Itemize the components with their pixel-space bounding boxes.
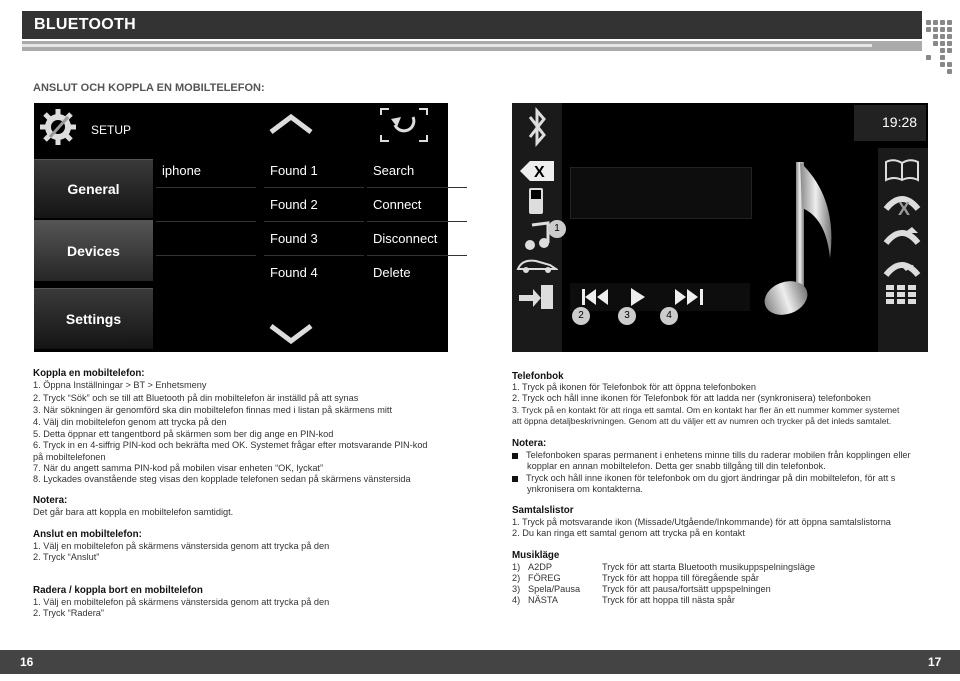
page-number-left: 16 xyxy=(20,655,34,669)
pair-step: 1. Öppna Inställningar > BT > Enhetsmeny xyxy=(33,380,207,390)
section-title: ANSLUT OCH KOPPLA EN MOBILTELEFON: xyxy=(33,82,265,94)
music-row-desc: Tryck för att starta Bluetooth musikuppspelningsläge xyxy=(602,562,816,572)
missed-call-icon[interactable] xyxy=(882,189,922,217)
device-list xyxy=(156,153,256,289)
connect-heading: Anslut en mobiltelefon: xyxy=(33,529,142,540)
header-title: BLUETOOTH xyxy=(34,16,136,33)
connect-button[interactable]: Connect xyxy=(367,187,467,221)
music-note-large-icon xyxy=(760,158,840,328)
search-button[interactable]: Search xyxy=(373,162,415,178)
callout-1: 1 xyxy=(548,220,566,238)
menu-settings[interactable] xyxy=(34,288,153,349)
phonebook-step: 3. Tryck på en kontakt för att ringa ett samtal. Om en kontakt har fler än ett nummer kommer systemet xyxy=(512,405,900,415)
note-text: Det går bara att koppla en mobiltelefon samtidigt. xyxy=(33,507,234,517)
found-item[interactable]: Found 3 xyxy=(264,221,364,255)
music-heading: Musikläge xyxy=(512,550,560,561)
found-item[interactable]: Found 4 xyxy=(264,255,364,289)
connect-step: 1. Välj en mobiltelefon på skärmens vänstersida genom att trycka på den xyxy=(33,541,330,551)
device-item[interactable] xyxy=(156,255,256,289)
phonebook-heading: Telefonbok xyxy=(512,371,564,382)
callout-2: 2 xyxy=(572,307,590,325)
found-item[interactable]: Found 2 xyxy=(264,187,364,221)
pair-heading: Koppla en mobiltelefon: xyxy=(33,368,145,379)
note-heading: Notera: xyxy=(33,495,68,506)
pair-step: på mobiltelefonen xyxy=(33,452,106,462)
page-number-right: 17 xyxy=(928,655,942,669)
svg-text:X: X xyxy=(534,164,545,181)
scroll-up-icon[interactable] xyxy=(268,113,314,135)
page-footer xyxy=(0,650,960,674)
music-row-num: 4) xyxy=(512,595,521,605)
bullet-icon xyxy=(512,453,518,459)
note-item: Tryck och håll inne ikonen för telefonbok om du gjort ändringar på din mobiltelefon, för att s xyxy=(512,473,895,484)
device-item[interactable] xyxy=(156,221,256,255)
menu-general[interactable] xyxy=(34,159,153,218)
outgoing-call-icon[interactable] xyxy=(882,221,922,249)
calllists-heading: Samtalslistor xyxy=(512,505,574,516)
delete-button[interactable]: Delete xyxy=(367,255,467,289)
note-item: kopplar en annan mobiltelefon. Detta ger snabb tillgång till din telefonbok. xyxy=(527,461,826,471)
pair-step: 7. När du angett samma PIN-kod på mobilen visar enheten “OK, lyckat” xyxy=(33,463,324,473)
phone-to-car-icon[interactable] xyxy=(517,283,557,313)
music-row-name: NÄSTA xyxy=(528,595,558,605)
music-row-name: FÖREG xyxy=(528,573,561,583)
connect-step: 2. Tryck “Anslut” xyxy=(33,552,100,562)
gear-icon[interactable] xyxy=(38,107,78,147)
action-list xyxy=(367,153,467,289)
phonebook-step: att öppna detaljbeskrivningen. Genom att du väljer ett av numren och trycker på det inleds samtalet. xyxy=(512,416,892,426)
previous-track-icon[interactable] xyxy=(582,289,610,305)
mobile-phone-icon[interactable] xyxy=(528,187,544,215)
phonebook-icon[interactable] xyxy=(884,158,920,182)
music-row-desc: Tryck för att pausa/fortsätt uppspelningen xyxy=(602,584,771,594)
delete-heading: Radera / koppla bort en mobiltelefon xyxy=(33,585,203,596)
bluetooth-icon[interactable] xyxy=(527,107,547,147)
menu-settings-label: Settings xyxy=(65,311,122,327)
music-row-desc: Tryck för att hoppa till nästa spår xyxy=(602,595,735,605)
device-item[interactable]: iphone xyxy=(162,162,202,178)
pair-step: 6. Tryck in en 4-siffrig PIN-kod och bekräfta med OK. Systemet frågar efter motsvarande PIN-kod xyxy=(33,440,428,450)
music-row-num: 3) xyxy=(512,584,521,594)
device-item[interactable] xyxy=(156,187,256,221)
next-track-icon[interactable] xyxy=(675,289,703,305)
phonebook-step: 1. Tryck på ikonen för Telefonbok för att öppna telefonboken xyxy=(512,382,756,392)
callout-4: 4 xyxy=(660,307,678,325)
note-heading-right: Notera: xyxy=(512,438,547,449)
setup-screen xyxy=(34,103,448,352)
bullet-icon xyxy=(512,476,518,482)
scroll-down-icon[interactable] xyxy=(268,323,314,345)
clock: 19:28 xyxy=(882,114,918,130)
menu-general-label: General xyxy=(67,181,120,197)
found-item[interactable]: Found 1 xyxy=(270,162,318,178)
music-row-name: Spela/Pausa xyxy=(528,584,581,594)
phonebook-step: 2. Tryck och håll inne ikonen för Telefonbok för att ladda ner (synkronisera) telefonboken xyxy=(512,393,871,403)
keypad-icon[interactable] xyxy=(886,285,916,305)
calllists-step: 1. Tryck på motsvarande ikon (Missade/Utgående/Inkommande) för att öppna samtalslistorna xyxy=(512,517,891,527)
found-list xyxy=(264,153,364,289)
pair-step: 3. När sökningen är genomförd ska din mobiltelefon finnas med i listan på skärmens mitt xyxy=(33,405,392,415)
menu-devices[interactable] xyxy=(34,220,153,281)
car-phone-icon[interactable] xyxy=(516,255,558,275)
play-pause-icon[interactable] xyxy=(630,288,646,306)
a2dp-display-box xyxy=(570,167,752,219)
music-row-name: A2DP xyxy=(528,562,553,572)
setup-label: SETUP xyxy=(91,123,132,137)
music-row-desc: Tryck för att hoppa till föregående spår xyxy=(602,573,759,583)
a2dp-screen xyxy=(512,103,928,352)
delete-step: 1. Välj en mobiltelefon på skärmens vänstersida genom att trycka på den xyxy=(33,597,330,607)
incoming-call-icon[interactable] xyxy=(882,253,922,281)
back-icon[interactable] xyxy=(379,107,429,143)
pair-step: 4. Välj din mobiltelefon genom att trycka på den xyxy=(33,417,227,427)
page-header xyxy=(22,11,922,39)
header-strip-light xyxy=(22,44,872,47)
disconnect-icon[interactable] xyxy=(520,161,554,181)
pair-step: 5. Detta öppnar ett tangentbord på skärmen som ber dig ange en PIN-kod xyxy=(33,429,334,439)
dots-logo-icon xyxy=(926,20,956,80)
delete-step: 2. Tryck “Radera” xyxy=(33,608,104,618)
menu-devices-label: Devices xyxy=(67,243,120,259)
disconnect-button[interactable]: Disconnect xyxy=(367,221,467,255)
music-row-num: 1) xyxy=(512,562,521,572)
pair-step: 2. Tryck “Sök” och se till att Bluetooth på din mobiltelefon är inställd på att synas xyxy=(33,393,359,403)
pair-step: 8. Lyckades ovanstående steg visas den kopplade telefonen sedan på skärmens vänstersida xyxy=(33,474,411,484)
svg-text:X: X xyxy=(898,199,911,217)
callout-3: 3 xyxy=(618,307,636,325)
calllists-step: 2. Du kan ringa ett samtal genom att trycka på en kontakt xyxy=(512,528,745,538)
note-item: Telefonboken sparas permanent i enhetens minne tills du raderar mobilen från kopplingen eller xyxy=(512,450,911,461)
note-item: ynkronisera om kontakterna. xyxy=(527,484,643,494)
music-row-num: 2) xyxy=(512,573,521,583)
